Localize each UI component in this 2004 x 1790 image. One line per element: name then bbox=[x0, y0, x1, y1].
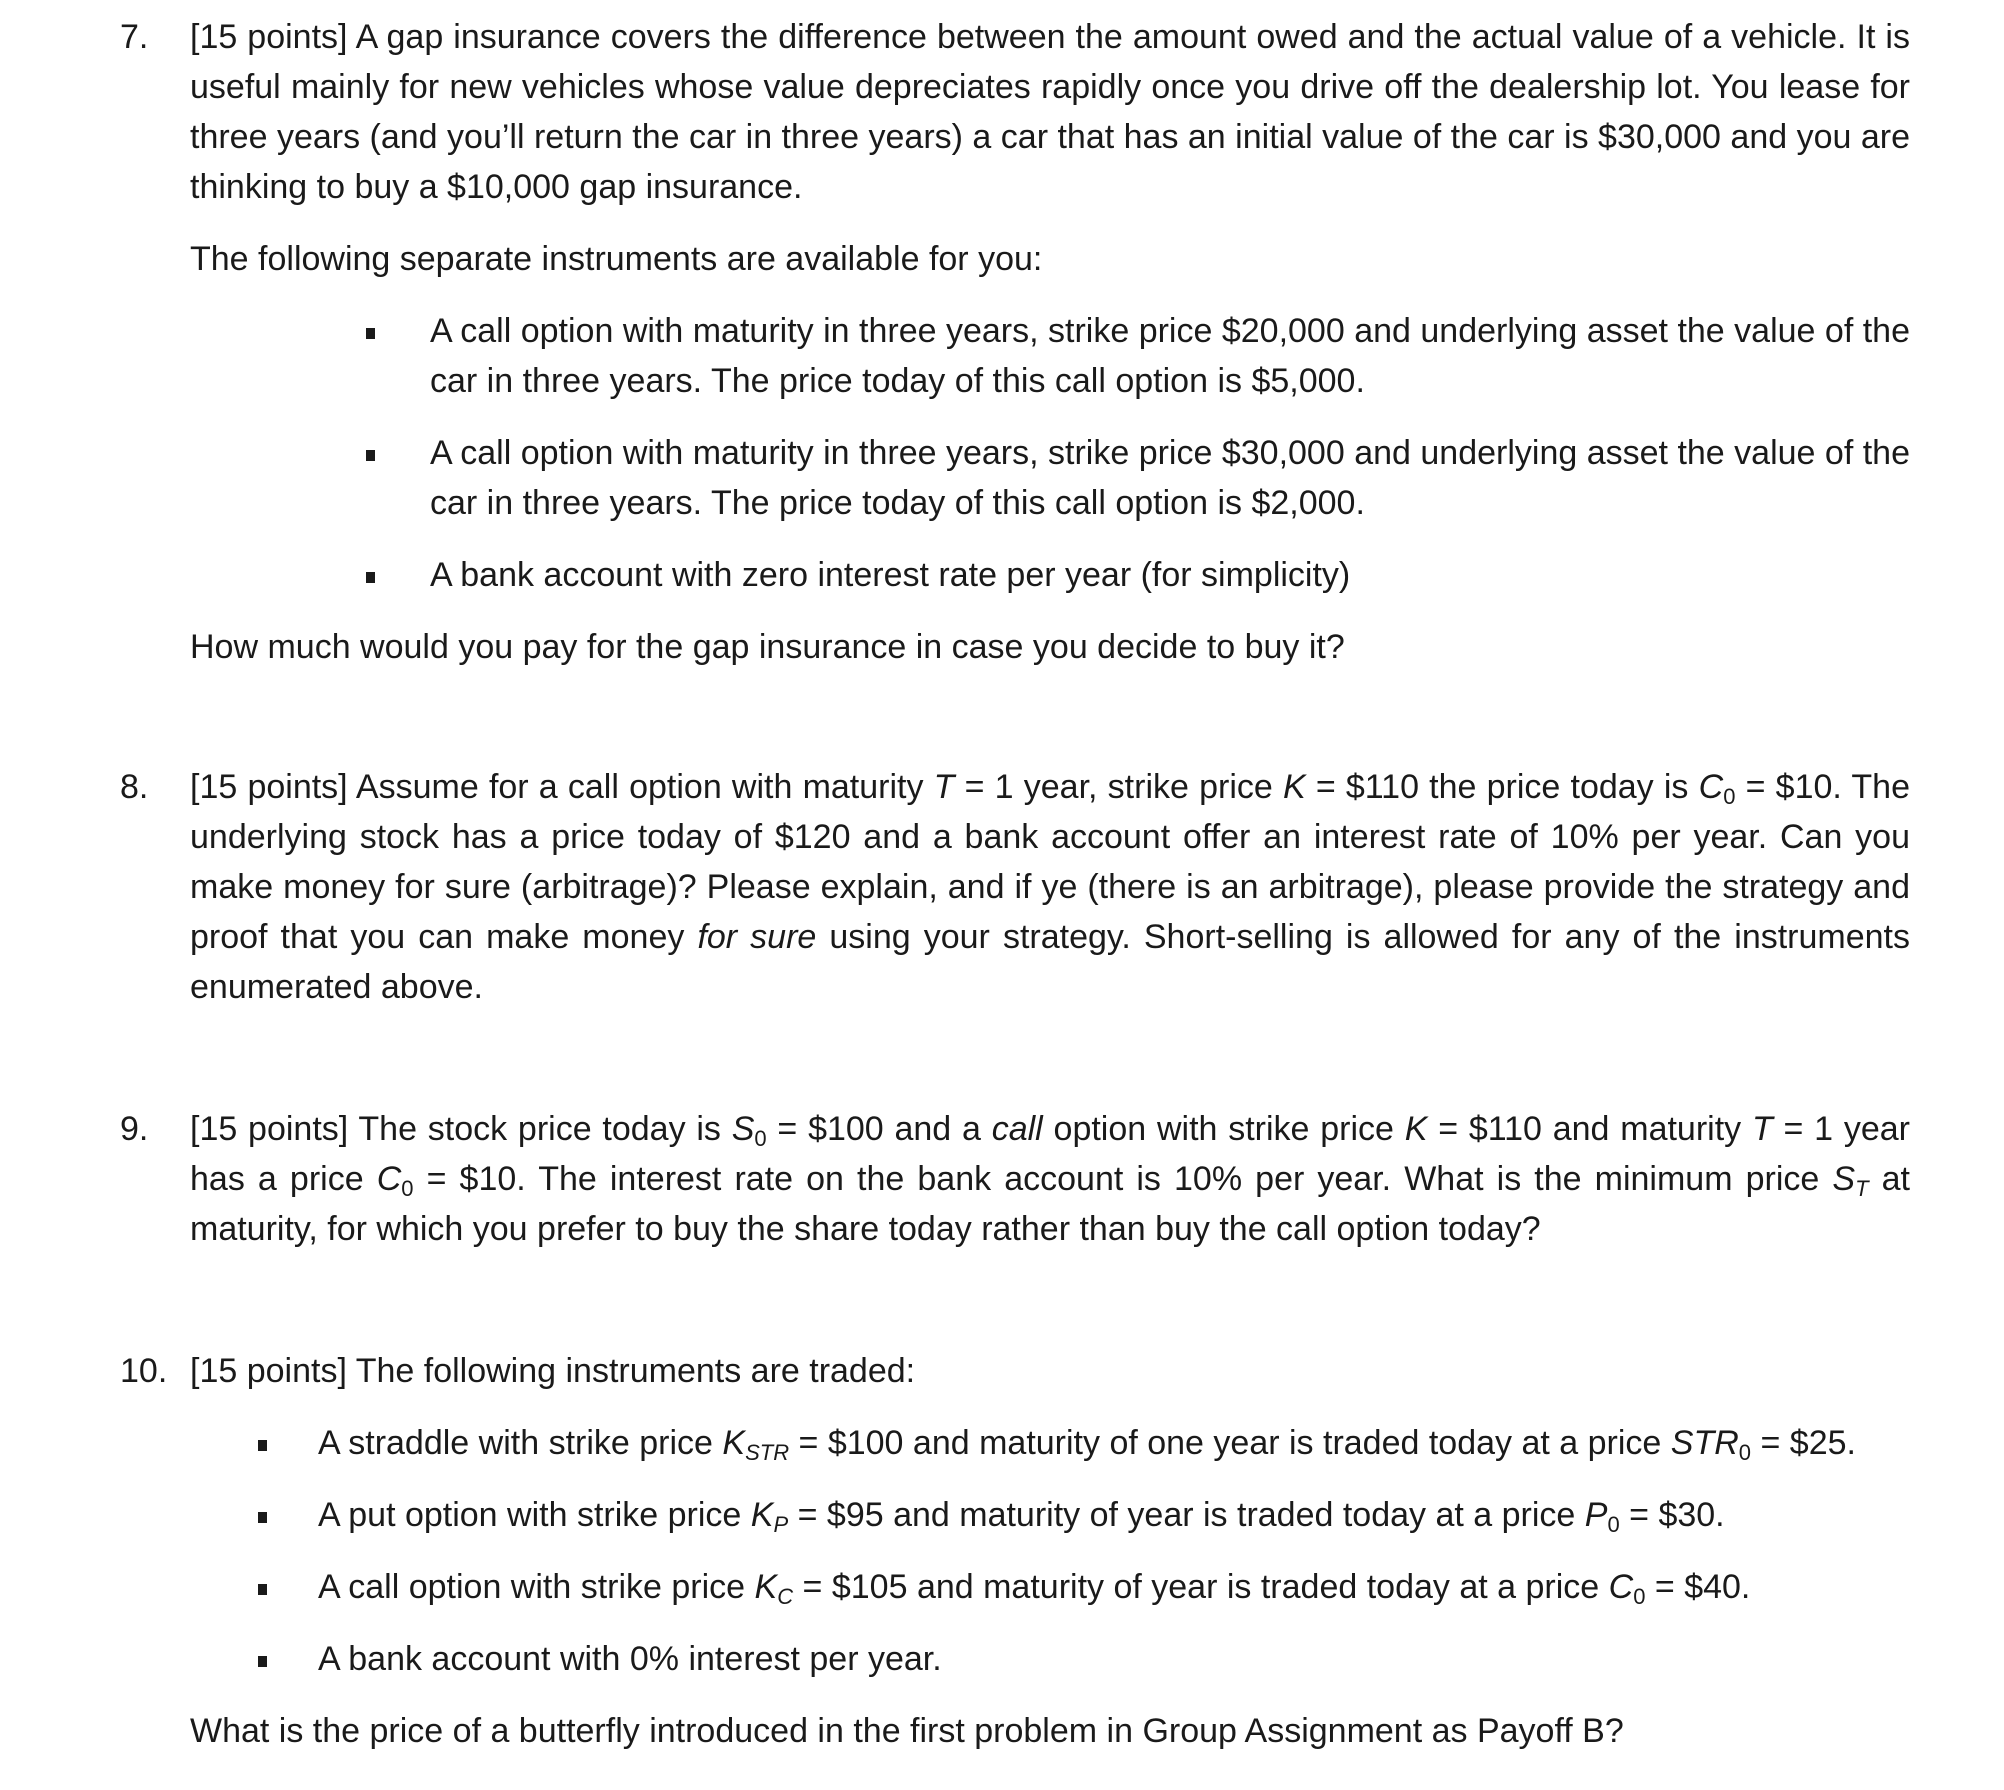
question-number: 10. bbox=[120, 1352, 168, 1390]
list-item: A call option with maturity in three years, strike price $20,000 and underlying asset the value of the car in three years. The price today of this call option is $5,000. bbox=[190, 306, 1910, 406]
square-bullet-icon bbox=[258, 1440, 267, 1451]
question-text: [15 points] The stock price today is $S_0$ = $100 and a call option with strike price K = $110 and maturity T = 1 year has a price $C_0$ = $10. The interest rate on the bank account is 10% per year. What is the minimum price $S_T$ at maturity, for which you prefer to buy the share today rather than buy the call option today? bbox=[190, 1110, 1911, 1248]
question-8 bbox=[120, 762, 1910, 1012]
list-item: A bank account with 0% interest per year. bbox=[190, 1634, 1910, 1684]
square-bullet-icon bbox=[366, 450, 375, 461]
list-item: A bank account with zero interest rate per year (for simplicity) bbox=[190, 550, 1910, 600]
list-item: A call option with maturity in three years, strike price $30,000 and underlying asset the value of the car in three years. The price today of this call option is $2,000. bbox=[190, 428, 1910, 528]
square-bullet-icon bbox=[258, 1584, 267, 1595]
square-bullet-icon bbox=[258, 1656, 267, 1667]
question-number: 9. bbox=[120, 1110, 149, 1148]
square-bullet-icon bbox=[258, 1512, 267, 1523]
list-item: A put option with strike price $K_P$ = $95 and maturity of year is traded today at a price $P_0$ = $30. bbox=[190, 1490, 1910, 1540]
question-text: [15 points] Assume for a call option with maturity T = 1 year, strike price K = $110 the price today is $C_0$ = $10. The underlying stock has a price today of $120 and a bank account offer an interest rate of 10% per year. Can you make money for sure (arbitrage)? Please explain, and if ye (there is an arbitrage), please provide the strategy and proof that you can make money for sure using your strategy. Short-selling is allowed for any of the instruments enumerated above. bbox=[190, 768, 1911, 1006]
question-number: 8. bbox=[120, 768, 149, 806]
instrument-list bbox=[190, 1418, 1910, 1684]
question-7 bbox=[120, 12, 1910, 672]
question-10 bbox=[120, 1346, 1910, 1756]
list-item: A call option with strike price $K_C$ = $105 and maturity of year is traded today at a price $C_0$ = $40. bbox=[190, 1562, 1910, 1612]
question-prompt: How much would you pay for the gap insurance in case you decide to buy it? bbox=[190, 628, 1345, 666]
question-9 bbox=[120, 1104, 1910, 1254]
question-text: [15 points] A gap insurance covers the difference between the amount owed and the actual value of a vehicle. It is useful mainly for new vehicles whose value depreciates rapidly once you drive off the dealership lot. You lease for three years (and you’ll return the car in three years) a car that has an initial value of the car is $30,000 and you are thinking to buy a $10,000 gap insurance. bbox=[190, 18, 1910, 206]
question-number: 7. bbox=[120, 18, 149, 56]
square-bullet-icon bbox=[366, 328, 375, 339]
question-prompt: What is the price of a butterfly introduced in the first problem in Group Assignment as Payoff B? bbox=[190, 1712, 1624, 1750]
square-bullet-icon bbox=[366, 572, 375, 583]
instrument-list bbox=[190, 306, 1910, 600]
list-item: A straddle with strike price $K_{STR}$ = $100 and maturity of one year is traded today at a price $STR_0$ = $25. bbox=[190, 1418, 1910, 1468]
instruments-intro: The following separate instruments are available for you: bbox=[190, 240, 1043, 278]
question-text: [15 points] The following instruments are traded: bbox=[190, 1352, 916, 1390]
